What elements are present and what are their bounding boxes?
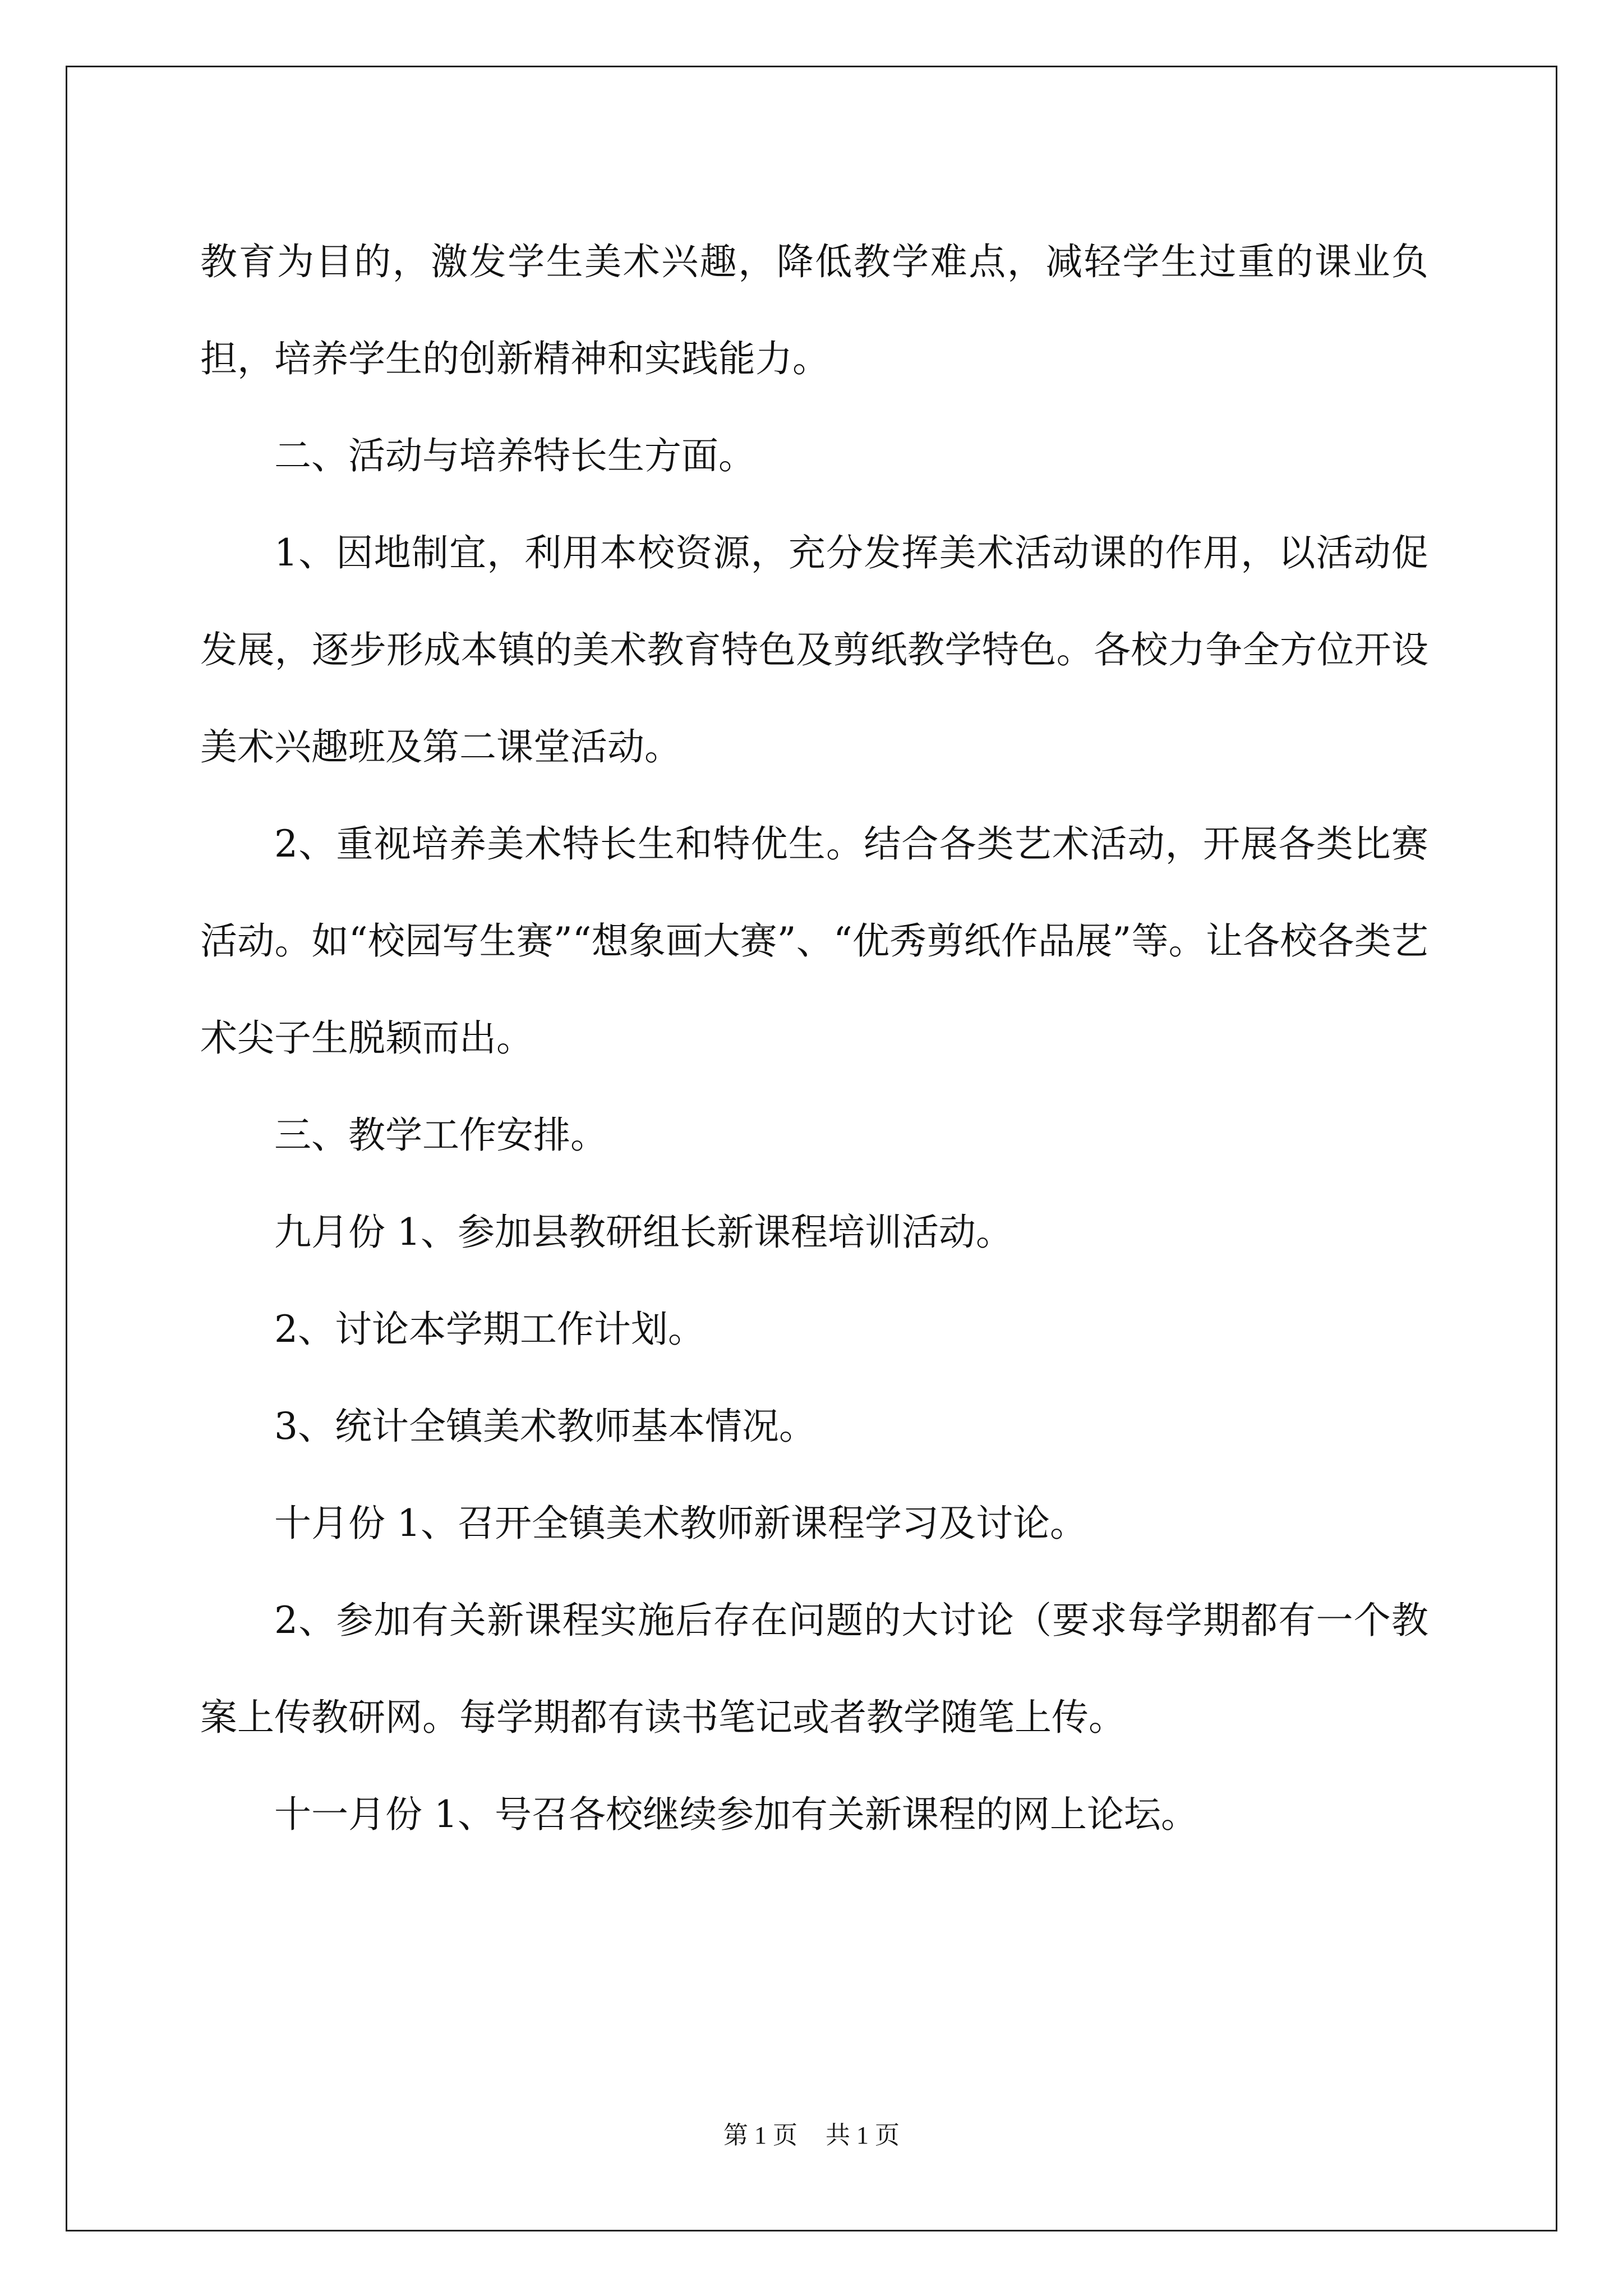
paragraph: 2、参加有关新课程实施后存在问题的大讨论（要求每学期都有一个教案上传教研网。每学期都有读书笔记或者教学随笔上传。 <box>200 1599 1428 1739</box>
page-footer <box>0 2115 1623 2151</box>
paragraph: 2、讨论本学期工作计划。 <box>274 1308 705 1351</box>
paragraph: 1、因地制宜，利用本校资源，充分发挥美术活动课的作用，以活动促发展，逐步形成本镇的美术教育特色及剪纸教学特色。各校力争全方位开设美术兴趣班及第二课堂活动。 <box>200 531 1428 769</box>
paragraph-heading: 二、活动与培养特长生方面。 <box>274 434 755 477</box>
page-total: 共 1 页 <box>826 2122 900 2149</box>
paragraph: 2、重视培养美术特长生和特优生。结合各类艺术活动，开展各类比赛活动。如“校园写生赛”“想象画大赛”、“优秀剪纸作品展”等。让各校各类艺术尖子生脱颖而出。 <box>200 822 1428 1060</box>
paragraph: 3、统计全镇美术教师基本情况。 <box>274 1405 816 1448</box>
document-body <box>200 213 1428 1863</box>
paragraph: 十一月份 1、号召各校继续参加有关新课程的网上论坛。 <box>274 1793 1198 1836</box>
page-number: 第 1 页 <box>723 2122 797 2149</box>
paragraph-heading: 三、教学工作安排。 <box>274 1114 607 1157</box>
paragraph: 十月份 1、召开全镇美术教师新课程学习及讨论。 <box>274 1502 1087 1545</box>
paragraph: 九月份 1、参加县教研组长新课程培训活动。 <box>274 1211 1013 1254</box>
paragraph: 教育为目的，激发学生美术兴趣，降低教学难点，减轻学生过重的课业负担，培养学生的创新精神和实践能力。 <box>200 240 1428 380</box>
